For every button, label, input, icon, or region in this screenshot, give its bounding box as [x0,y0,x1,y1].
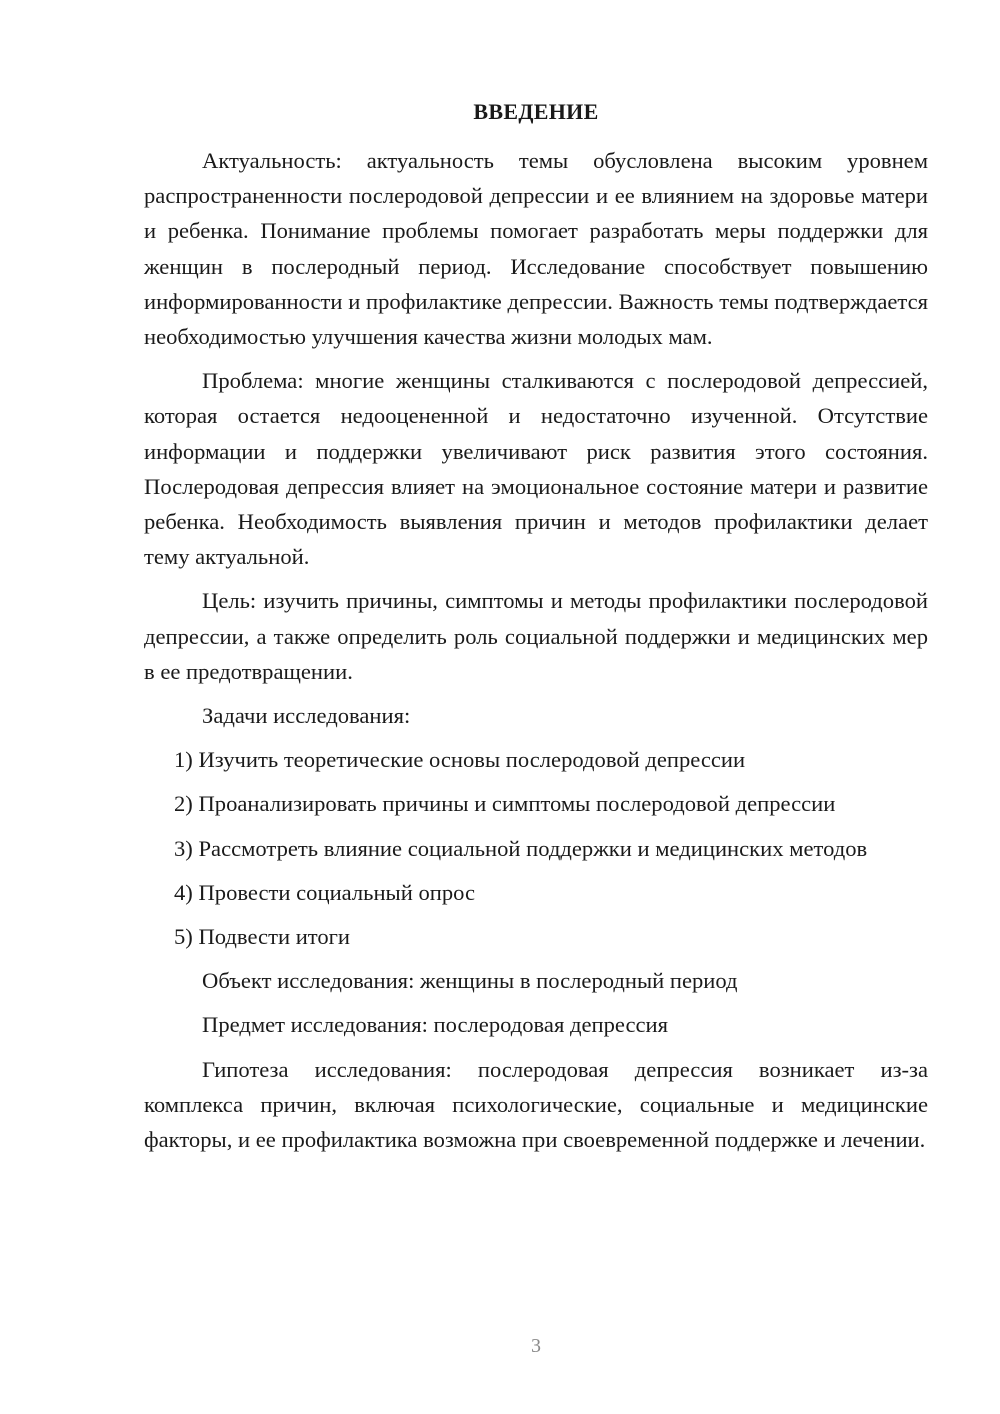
task-item-5: 5) Подвести итоги [174,924,351,950]
task-item-2: 2) Проанализировать причины и симптомы послеродовой депрессии [174,791,836,817]
task-item-1: 1) Изучить теоретические основы послеродовой депрессии [174,747,746,773]
relevance-paragraph: Актуальность: актуальность темы обусловлена высоким уровнем распространенности послеродовой депрессии и ее влиянием на здоровье матери и ребенка. Понимание проблемы помогает разработать меры поддержки для женщин в послеродный период. Исследование способствует повышению информированности и профилактике депрессии. Важность темы подтверждается необходимостью улучшения качества жизни молодых мам. [144,148,928,350]
task-item-3: 3) Рассмотреть влияние социальной поддержки и медицинских методов [174,835,868,861]
goal-paragraph: Цель: изучить причины, симптомы и методы профилактики послеродовой депрессии, а также определить роль социальной поддержки и медицинских мер в ее предотвращении. [144,588,928,684]
object-paragraph: Объект исследования: женщины в послеродный период [202,968,738,994]
tasks-title: Задачи исследования: [202,703,411,729]
hypothesis-paragraph: Гипотеза исследования: послеродовая депрессия возникает из-за комплекса причин, включая психологические, социальные и медицинские факторы, и ее профилактика возможна при своевременной поддержке и лечении. [144,1056,928,1153]
document-body [144,143,928,1157]
subject-paragraph: Предмет исследования: послеродовая депрессия [202,1012,669,1038]
section-heading: ВВЕДЕНИЕ [473,99,599,124]
problem-paragraph: Проблема: многие женщины сталкиваются с послеродовой депрессией, которая остается недооцененной и недостаточно изученной. Отсутствие информации и поддержки увеличивают риск развития этого состояния. Послеродовая депрессия влияет на эмоциональное состояние матери и развитие ребенка. Необходимость выявления причин и методов профилактики делает тему актуальной. [144,368,928,570]
page-number: 3 [531,1335,541,1357]
task-item-4: 4) Провести социальный опрос [174,879,476,905]
